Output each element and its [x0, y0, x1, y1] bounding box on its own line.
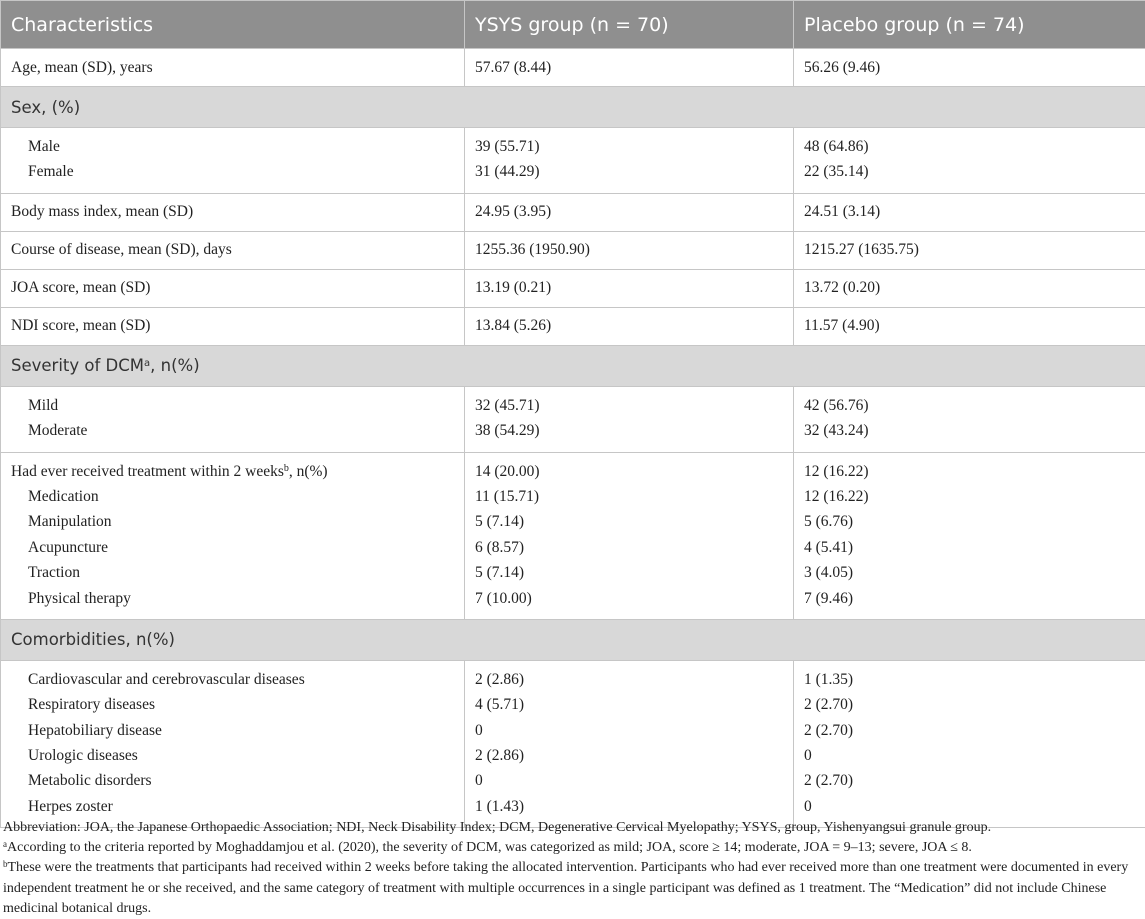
ysys-value: 1255.36 (1950.90) — [465, 231, 794, 269]
ysys-value-manipulation: 5 (7.14) — [475, 513, 525, 531]
placebo-value-hepatobiliary: 2 (2.70) — [804, 721, 854, 739]
section-row-severity — [1, 345, 1145, 386]
placebo-value-mild: 42 (56.76) — [804, 396, 869, 414]
ysys-value-female: 31 (44.29) — [475, 163, 540, 181]
comorbidities-placebo-cell — [794, 660, 1145, 827]
ysys-value-urologic: 2 (2.86) — [475, 747, 525, 765]
table-row-age — [1, 49, 1145, 87]
footnote-marker-b: b — [283, 462, 289, 474]
row-label-urologic: Urologic diseases — [28, 747, 138, 765]
sex-labels-cell — [1, 128, 465, 194]
table-row-joa-score — [1, 269, 1145, 307]
row-label-respiratory: Respiratory diseases — [28, 696, 155, 714]
row-label-treatment: Had ever received treatment within 2 weeks$^b$, n(%) — [11, 462, 328, 480]
table-footnotes — [0, 818, 1145, 919]
severity-labels-cell — [1, 386, 465, 452]
row-label: NDI score, mean (SD) — [1, 307, 465, 345]
footnote-a: $^a$According to the criteria reported by Moghaddamjou et al. (2020), the severity of DCM, was categorized as mild; JOA, score ≥ 14; moderate, JOA = 9–13; severe, JOA ≤ 8. — [3, 839, 972, 856]
treatment-placebo-cell — [794, 452, 1145, 619]
ysys-value-herpes-zoster: 1 (1.43) — [475, 797, 525, 815]
row-label-hepatobiliary: Hepatobiliary disease — [28, 721, 162, 739]
placebo-value: 24.51 (3.14) — [794, 193, 1145, 231]
row-label-male: Male — [28, 138, 60, 155]
ysys-value-male: 39 (55.71) — [475, 138, 540, 155]
placebo-value-respiratory: 2 (2.70) — [804, 696, 854, 714]
ysys-value-metabolic: 0 — [475, 772, 483, 790]
ysys-value-acupuncture: 6 (8.57) — [475, 538, 525, 556]
ysys-value-respiratory: 4 (5.71) — [475, 696, 525, 714]
severity-placebo-cell — [794, 386, 1145, 452]
section-title-severity: Severity of DCM$^a$, n(%) — [1, 345, 1145, 386]
ysys-value: 57.67 (8.44) — [465, 49, 794, 87]
row-label: Body mass index, mean (SD) — [1, 193, 465, 231]
row-label-medication: Medication — [28, 487, 99, 505]
table-row-severity-group — [1, 386, 1145, 452]
placebo-value-traction: 3 (4.05) — [804, 564, 854, 582]
ysys-value-physical-therapy: 7 (10.00) — [475, 589, 532, 607]
ysys-value-treatment: 14 (20.00) — [475, 462, 540, 480]
table-row-comorbidities-group — [1, 660, 1145, 827]
ysys-value: 24.95 (3.95) — [465, 193, 794, 231]
placebo-value-manipulation: 5 (6.76) — [804, 513, 854, 531]
row-label: Age, mean (SD), years — [1, 49, 465, 87]
table-header-row — [1, 1, 1145, 49]
comorbidities-ysys-cell — [465, 660, 794, 827]
table-row-ndi-score — [1, 307, 1145, 345]
row-label-mild: Mild — [28, 396, 59, 414]
placebo-value-male: 48 (64.86) — [804, 138, 869, 155]
footnote-a-marker: a — [3, 839, 7, 850]
sex-placebo-cell — [794, 128, 1145, 194]
placebo-value-acupuncture: 4 (5.41) — [804, 538, 854, 556]
ysys-value: 13.84 (5.26) — [465, 307, 794, 345]
placebo-value-urologic: 0 — [804, 747, 812, 765]
row-label-moderate: Moderate — [28, 422, 88, 440]
row-label-physical-therapy: Physical therapy — [28, 589, 131, 607]
header-ysys-group: YSYS group (n = 70) — [465, 1, 794, 49]
ysys-value-hepatobiliary: 0 — [475, 721, 483, 739]
row-label-herpes-zoster: Herpes zoster — [28, 797, 113, 815]
ysys-value-medication: 11 (15.71) — [475, 487, 539, 505]
header-placebo-group: Placebo group (n = 74) — [794, 1, 1145, 49]
placebo-value-cardiovascular: 1 (1.35) — [804, 670, 854, 688]
treatment-ysys-cell — [465, 452, 794, 619]
placebo-value: 1215.27 (1635.75) — [794, 231, 1145, 269]
placebo-value-metabolic: 2 (2.70) — [804, 772, 854, 790]
sex-ysys-cell — [465, 128, 794, 194]
placebo-value-moderate: 32 (43.24) — [804, 422, 869, 440]
placebo-value: 56.26 (9.46) — [794, 49, 1145, 87]
ysys-value-moderate: 38 (54.29) — [475, 422, 540, 440]
table-row-treatment-group — [1, 452, 1145, 619]
placebo-value-treatment: 12 (16.22) — [804, 462, 869, 480]
table-row-course-of-disease — [1, 231, 1145, 269]
section-row-sex — [1, 87, 1145, 128]
row-label: JOA score, mean (SD) — [1, 269, 465, 307]
row-label-cardiovascular: Cardiovascular and cerebrovascular diseases — [28, 670, 305, 688]
ysys-value-cardiovascular: 2 (2.86) — [475, 670, 525, 688]
placebo-value-female: 22 (35.14) — [804, 163, 869, 181]
comorbidities-labels-cell — [1, 660, 465, 827]
ysys-value-traction: 5 (7.14) — [475, 564, 525, 582]
row-label-acupuncture: Acupuncture — [28, 538, 109, 556]
section-row-comorbidities — [1, 619, 1145, 660]
table-row-bmi — [1, 193, 1145, 231]
treatment-labels-cell — [1, 452, 465, 619]
placebo-value: 13.72 (0.20) — [794, 269, 1145, 307]
footnote-marker-a: a — [144, 358, 151, 370]
row-label: Course of disease, mean (SD), days — [1, 231, 465, 269]
row-label-traction: Traction — [28, 564, 80, 582]
row-label-metabolic: Metabolic disorders — [28, 772, 152, 790]
row-label-manipulation: Manipulation — [28, 513, 112, 531]
placebo-value-herpes-zoster: 0 — [804, 797, 812, 815]
section-title-comorbidities: Comorbidities, n(%) — [1, 619, 1145, 660]
table-row-sex-group — [1, 128, 1145, 194]
ysys-value: 13.19 (0.21) — [465, 269, 794, 307]
header-characteristics: Characteristics — [1, 1, 465, 49]
section-title-sex: Sex, (%) — [1, 87, 1145, 128]
footnote-b: $^b$These were the treatments that participants had received within 2 weeks before taking the allocated intervention. Participants who had ever received more than one treatment were documented in every independent treatment he or she received, and the same category of treatment with multiple occurrences in a single participant was defined as 1 treatment. The “Medication” did not include Chinese medicinal botanical drugs. — [3, 859, 1129, 916]
ysys-value-mild: 32 (45.71) — [475, 396, 540, 414]
footnote-b-marker: b — [3, 859, 8, 870]
placebo-value-physical-therapy: 7 (9.46) — [804, 589, 854, 607]
placebo-value-medication: 12 (16.22) — [804, 487, 869, 505]
footnote-abbreviation: Abbreviation: JOA, the Japanese Orthopaedic Association; NDI, Neck Disability Index; DCM, Degenerative Cervical Myelopathy; YSYS, group, Yishenyangsui granule group. — [3, 820, 992, 835]
severity-ysys-cell — [465, 386, 794, 452]
row-label-female: Female — [28, 163, 74, 181]
placebo-value: 11.57 (4.90) — [794, 307, 1145, 345]
